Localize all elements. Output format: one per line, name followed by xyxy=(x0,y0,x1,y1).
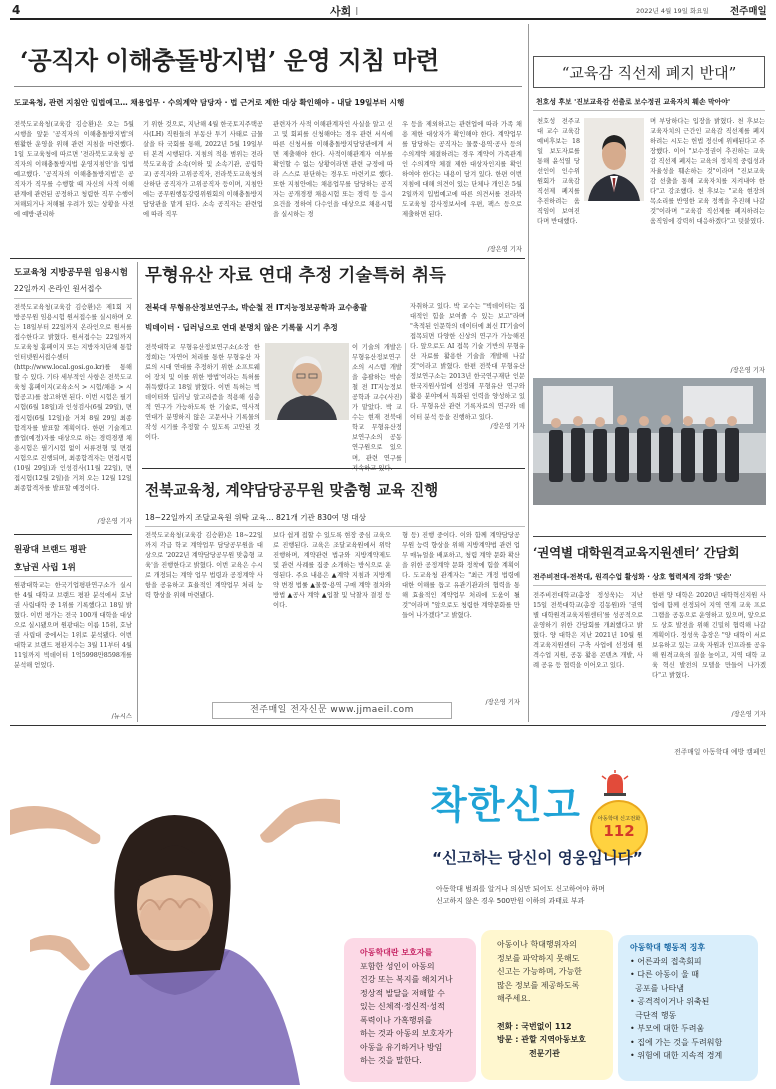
heritage-bottom-rule xyxy=(142,468,525,469)
professor-portrait-icon xyxy=(265,343,349,420)
heritage-sub-1: 전북대 무형유산정보연구소, 박순철 전 IT지능정보공학과 교수총괄 xyxy=(145,303,368,312)
ad-box-report xyxy=(481,930,613,1080)
ad-box-3-line: • 어른과의 접촉회피 xyxy=(630,956,702,966)
side-bottom-byline: /뉴시스 xyxy=(111,713,132,720)
ad-box-signs xyxy=(618,935,758,1081)
side-top-byline: /장은영 기자 xyxy=(97,518,132,525)
ad-box-2-line: 정보를 파악하지 못해도 xyxy=(497,953,580,963)
ad-box-1-line: 아동학대란 보호자를 xyxy=(360,948,433,957)
ad-intro-1: 아동학대 범죄를 알거나 의심만 되어도 신고하여야 하며 xyxy=(436,885,605,893)
heritage-col-a2: 이 기술의 개발은 무형유산정보연구소의 시스템 개발을 총괄하는 박순철 전 IT지능정보공학과 교수(사진)가 맡았다. 박 교수는 현재 전북대학교 무형유산정보연구소의 공동연구원으로 있으며, 관련 연구를 xyxy=(352,344,402,462)
lead-subhead: 도교육청, 관련 지침안 입법예고… 채용업무 · 수의계약 담당자 · 법 근거로 제한 대상 확인해야 - 내달 19일부터 시행 xyxy=(14,98,405,107)
ad-box-3-line: • 집에 가는 것을 두려워함 xyxy=(630,1037,723,1047)
heritage-col-b: 자취하고 있다. 박 교수는 "빅데이터는 집대적인 힘을 보여줄 수 있는 보고"라며 "축적된 인문학의 데이터에 최신 IT기술이 접목되면 다양한 신상의 연구가 가능해진다. 앞으로도 AI 접목 기술 기반의 무형유산 자료를 활용한 기술을 개발해 나갈 것"이라고 밝혔다. 한편 전북대 무형유산정보연구소는 2013년 한국연구재단 인문한국지원사업에 선정돼 무형유산 연구와 활용 분야에서 특화된 인력을 양성하고 있다. 무형유산 관련 기록자료의 연구와 데이터 분석 등을 진행하고 있다. xyxy=(410,303,525,421)
lead-bottom-rule xyxy=(10,258,525,259)
ad-photo xyxy=(10,740,340,1085)
meeting-group-photo xyxy=(533,378,766,505)
candidate-photo xyxy=(584,118,644,201)
contract-col-1: 전북도교육청(교육감 김승환)은 18~22일까지 각급 학교 계약업무 담당공무원을 대상으로 '2022년 계약담당공무원 맞춤형 교육'을 진행한다고 밝혔다. 이번 교육은 수시로 개정되는 계약 업무 법령과 공정계약 사항을 공유하고 효율적인 계약업무 처리 능력 향상을 위해 마련됐다. xyxy=(145,532,263,600)
ad-slogan: “신고하는 당신이 영웅입니다” xyxy=(432,849,643,867)
ad-box-2-line: 신고는 가능하며, 가능한 xyxy=(497,967,582,976)
regional-headline: ‘권역별 대학원격교육지원센터’ 간담회 xyxy=(533,545,740,560)
regional-col-2: 한편 양 대학은 2020년 대학혁신지원 사업에 함께 선정되어 지역 연계 교육 프로그램을 공동으로 운영하고 있으며, 앞으로도 상호 발전을 위해 긴밀히 협력해 나갈 계획이다. 정성욱 총장은 "양 대학이 서로 보유하고 있는 교육 자원과 인프라를 공유해 원격교육의 질을 높이고, 지역 대학 교육 혁신 발전의 모델을 만들어 나가겠다"고 밝혔다. xyxy=(652,592,766,680)
regional-top-rule xyxy=(533,536,766,537)
ad-box-2-visit-org: 전문기관 xyxy=(529,1048,560,1058)
contract-divider xyxy=(145,526,525,527)
side-bottom-divider xyxy=(14,576,132,577)
ad-box-definition xyxy=(344,938,476,1082)
ad-box-3-line: 공포를 나타냄 xyxy=(630,983,684,993)
contract-col-3: 형 등) 진행 중이다. 이와 함께 계약담당공무원 능력 향상을 위해 지방계약법 관련 업무 매뉴얼을 배포하고, 청렴 계약 문화 확산을 위한 공정계약 문화 정착에 힘쓸 계획이다. 도교육청 관계자는 "최근 개정 법령에 대한 이해를 돕고 유관기관과의 협력을 통해 효율적인 계약업무 처리에 도움이 될 것"이라며 "앞으로도 청렴한 계약문화를 만들어 나가겠다"고 밝혔다. xyxy=(402,532,520,620)
lead-divider xyxy=(14,86,522,87)
paper-name: 전주매일 xyxy=(730,6,767,17)
ad-box-3-line: • 다른 아동이 울 때 xyxy=(630,970,699,979)
ad-intro-2: 신고하지 않은 경우 500만원 이하의 과태료 부과 xyxy=(436,897,585,905)
ad-box-1-line: 폭력이나 가혹행위를 xyxy=(360,1015,433,1025)
siren-icon xyxy=(600,770,630,796)
side-top-subtitle: 22일까지 온라인 원서접수 xyxy=(14,284,102,293)
candidate-portrait-icon xyxy=(584,118,644,201)
side-top-title: 도교육청 지방공무원 임용시험 xyxy=(14,268,128,278)
group-photo-icon xyxy=(533,378,766,505)
heritage-byline: /장은영 기자 xyxy=(490,423,525,430)
regional-byline: /장은영 기자 xyxy=(731,711,766,718)
header-rule xyxy=(10,18,766,20)
hotline-badge-number: 112 xyxy=(603,822,635,840)
side-divider xyxy=(14,534,132,535)
lead-col-1: 전북도교육청(교육감 김승환)은 오는 5월 시행을 앞둔 '공직자의 이해충돌방지법'의 원활한 운영을 위해 관련 지침을 마련했다. 1일 도교육청에 따르면 '전라북도교육청 공직자의 이해충돌방지법 운영지침안'을 입법예고했다. '공직자의 이해충돌방지법'은 공직자가 직무를 수행할 때 자신의 사적 이해관계에 관련된 공정하고 청렴한 직무 수행이 저해되거나 저해될 우려가 있는 상황을 사전에 예방·관리하 xyxy=(14,121,134,219)
ad-box-1-line: 아동을 유기하거나 방임 xyxy=(360,1042,443,1052)
ad-box-1-line: 건강 또는 복지를 해치거나 xyxy=(360,975,453,984)
ad-box-2-line: 많은 정보를 제공하도록 xyxy=(497,980,580,990)
ad-title: 착한신고 xyxy=(430,783,581,827)
regional-divider xyxy=(533,585,766,586)
ad-box-3-line: 극단적 행동 xyxy=(630,1010,677,1020)
web-banner-box[interactable]: 전주매일 전자신문 www.jjmaeil.com xyxy=(212,702,452,719)
hotline-badge-caption: 아동학대 신고전화 xyxy=(597,816,641,822)
ad-box-1-line: 있는 신체적·정신적·성적 xyxy=(360,1002,445,1011)
ad-box-1-line: 하는 것을 말한다. xyxy=(360,1056,422,1065)
side-bottom-subtitle: 호남권 사립 1위 xyxy=(14,563,76,573)
superintendent-byline: /장은영 기자 xyxy=(730,367,765,374)
contract-col-2: 보다 쉽게 접할 수 있도록 현장 중심 교육으로 진행된다. 교육은 조달교육원에서 위탁 진행하며, 계약관련 법규와 지방계약제도 및 관련 사례를 집중 소개하는 방식으로 운영된다. 주요 내용은 ▲계약 지침과 지방계약 변경 법률 ▲물품·용역 구매 계약 절차와 방법 ▲공사 계약 ▲입찰 및 낙찰자 결정 등이다. xyxy=(273,532,391,610)
ad-box-2-line: 해주세요. xyxy=(497,994,531,1003)
ad-campaign-label: 전주매일 아동학대 예방 캠페인 xyxy=(674,748,766,756)
heritage-headline: 무형유산 자료 연대 추정 기술특허 취득 xyxy=(145,266,446,286)
issue-date: 2022년 4월 19일 화요일 xyxy=(636,7,709,15)
col-separator xyxy=(137,262,138,722)
side-bottom-body: 원광대학교는 한국기업평판연구소가 실시한 4월 대학교 브랜드 평판 분석에서 호남권 사립대학 중 1위를 기록했다고 18일 밝혔다. 이번 평가는 전국 100개 대학을 대상으로 실시됐으며 원광대는 이름 15위, 호남권 사립대 중에서는 1위로 분석됐다. 이번 대학교 브랜드 평판지수는 3월 11부터 4월 11일까지 빅데이터 1억5998만8598개를 분석해 얻었다. xyxy=(14,582,132,670)
lead-col-2: 기 위한 것으로, 지난해 4월 한국토지주택공사(LH) 직원들의 부동산 투기 사태로 급물살을 타 국회를 통해, 2022년 5월 19일부터 본격 시행된다. 지침의 적용 범위는 전라북도교육감 소속(이하 및 소속기관, 공립학교) 공직자와 고위공직자, 전라북도교육청의 산하단 공직자가 고위공직자 등이며, 지침안에는 공무원행동강령위원회의 이해충돌방지담당관을 맡게 된다. 소속 공직자는 관련업에 따라 직무 xyxy=(143,121,263,219)
superintendent-col-2: 며 부당하다는 입장을 밝혔다. 천 후보는 교육자치의 근간인 교육감 직선제를 폐지하려는 시도는 헌법 정신에 위배된다고 주장했다. 이어 "보수정권이 추진하는 교육감 직선제 폐지는 교육의 정치적 중립성과 자율성을 훼손하는 것"이라며 "진보교육감 선출을 통해 교육자치를 지켜내야 한다"고 강조했다. 천 후보는 "교육 현장의 목소리를 반영한 교육 정책을 추진해 나갈 것"이라며 "교육감 직선제를 폐지하려는 움직임에 강력히 대응하겠다"고 덧붙였다. xyxy=(650,118,765,226)
ad-box-1-line: 하는 것과 아동의 보호자가 xyxy=(360,1029,453,1038)
lead-headline: ‘공직자 이해충돌방지법’ 운영 지침 마련 xyxy=(20,46,439,75)
regional-col-1: 전주비전대학교(총장 정성욱)는 지난 15일 전북대학교(총장 김동원)와 '권역별 대학원격교육지원센터'를 성공적으로 운영하기 위한 간담회를 개최했다고 밝혔다. 양 대학은 지난 2021년 10월 원격교육지원센터 구축 사업에 선정돼 원격수업 지원, 공동 활용 콘텐츠 개발, 사례 공유 등 협력을 이어오고 있다. xyxy=(533,592,643,670)
lead-col-4: 우 등을 제외하고는 관련업에 따라 가족 채용 제한 대상자가 확인해야 한다. 계약업무를 담당하는 공직자는 물품·용역·공사 등의 수의계약 체결하려는 경우 계약이 가족관계인 수의계약 체결 제한 대상자인지를 확인 하여야 한다는 내용이 담겨 있다. 한편 이번 지침에 대해 의견이 있는 단체나 개인은 5월 2일까지 입법예고에 따른 의견서를 전라북도교육청 감사정보서에 우편, 팩스 등으로 제출하면 된다. xyxy=(402,121,522,219)
lead-col-3: 관련자가 사적 이해관계자인 사실을 알고 신고 및 회피를 신청해야는 경우 관련 서식에 따른 신청서를 이해충돌방지담당관에게 서면 제출해야 한다. 사적이해관계자 여부를 확인할 수 없는 상황이라면 관련 규정에 따라 스스로 판단하는 경우도 마련키로 했다. 또한 지침안에는 채용업무를 담당하는 공직자는 공개경쟁 채용시험 또는 경력 등 응시요건을 정하여 다수인을 대상으로 채용시험을 실시하는 경 xyxy=(273,121,393,219)
ad-box-2-visit: 방문 : 관할 지역아동보호 xyxy=(497,1035,586,1044)
heritage-col-a1: 전북대학교 무형유산정보연구소(소장 한정희)는 '자연어 처리를 통한 무형유산 자료의 시대 연대를 추정하기 위한 소프트웨어 장치 및 이를 위한 방법'이라는 특허를 취득했다고 18일 밝혔다. 이번 특허는 빅데이터와 딥러닝 알고리즘을 적용해 심층적 연구가 가능하도록 한 기술로, 역사적 연대가 분명하지 않은 고문서나 기록물의 작성 시기를 추정할 수 있도록 고안된 것이다. xyxy=(145,344,260,442)
side-top-divider xyxy=(14,298,132,299)
superintendent-subhead: 천호성 후보 '진보교육감 선출로 보수정권 교육자치 훼손 막아야' xyxy=(536,98,731,106)
heritage-separator xyxy=(405,343,406,463)
superintendent-headline: “교육감 직선제 폐지 반대” xyxy=(561,64,737,82)
ad-box-3-title: 아동학대 행동적 징후 xyxy=(630,943,706,952)
heritage-photo xyxy=(265,343,349,420)
contract-subhead: 18~22일까지 조달교육원 위탁 교육… 821개 기관 830여 명 대상 xyxy=(145,513,366,522)
heritage-sub-2: 빅데이터 · 딥러닝으로 연대 분명치 않은 기록물 시기 추정 xyxy=(145,323,338,332)
ad-box-2-line: 아동이나 학대행위자의 xyxy=(497,940,577,949)
right-col-separator xyxy=(528,24,529,722)
side-top-body: 전북도교육청(교육감 김승환)은 제1회 지방공무원 임용시험 원서접수를 실시하며 오는 18일부터 22일까지 온라인으로 원서를 접수한다고 밝혔다. 원서접수는 22일까지 도교육청 홈페이지 또는 지방자치단체 통합인터넷원서접수센터(http://www.local.gosi.go.kr)를 통해 할 수 있다. 기타 세부적인 사항은 전북도교육청 홈페이지(교육소식 > 시험/채용 > 시험공고)를 참고하면 된다. 이번 시험은 필기시험(6월 18일)과 인성검사(6월 29일), 면접시험(6월 12일)을 거쳐 8월 29일 최종합격자를 발표할 계획이다. 한편 기술계고 졸업(예정)자를 대상으로 하는 경력경쟁 채용시험은 필기시험 없이 서류전형 및 면접시험으로 진행되며, 최종합격자는 면접시험(10월 29일)과 인성검사(11월 22일), 면접시험(12월 2일)을 거쳐 오는 12월 12일 최종합격자를 발표할 예정이다. xyxy=(14,304,132,492)
lead-byline: /장은영 기자 xyxy=(487,246,522,253)
contract-byline: /장은영 기자 xyxy=(485,699,520,706)
ad-box-3-line: • 부모에 대한 두려움 xyxy=(630,1024,705,1033)
regional-subhead: 전주비전대-전북대, 원격수업 활성화 · 상호 협력체계 강화 '맞손' xyxy=(533,573,732,581)
superintendent-divider xyxy=(533,110,765,111)
ad-box-1-line: 정상적 발달을 저해할 수 xyxy=(360,988,445,998)
page-number: 4 xyxy=(12,3,21,17)
crying-child-illustration xyxy=(10,740,340,1085)
contract-headline: 전북교육청, 계약담당공무원 맞춤형 교육 진행 xyxy=(145,482,439,499)
ad-box-1-line: 포함한 성인이 아동의 xyxy=(360,961,435,971)
ad-box-3-line: • 위험에 대한 지속적 경계 xyxy=(630,1051,723,1060)
superintendent-col-1: 천호성 전주교대 교수 교육감 예비후보는 18일 보도자료를 통해 윤석열 당선인이 인수위원회가 교육감 직선제 폐지를 추진하려는 움직임이 보여진다며 반대했다. xyxy=(537,118,580,226)
ad-box-2-phone: 전화 : 국번없이 112 xyxy=(497,1021,572,1031)
side-bottom-title: 원광대 브랜드 평판 xyxy=(14,545,87,555)
ad-box-3-line: • 공격적이거나 위축된 xyxy=(630,997,710,1006)
main-bottom-rule xyxy=(10,725,766,726)
section-title: 사회 I xyxy=(330,5,359,18)
